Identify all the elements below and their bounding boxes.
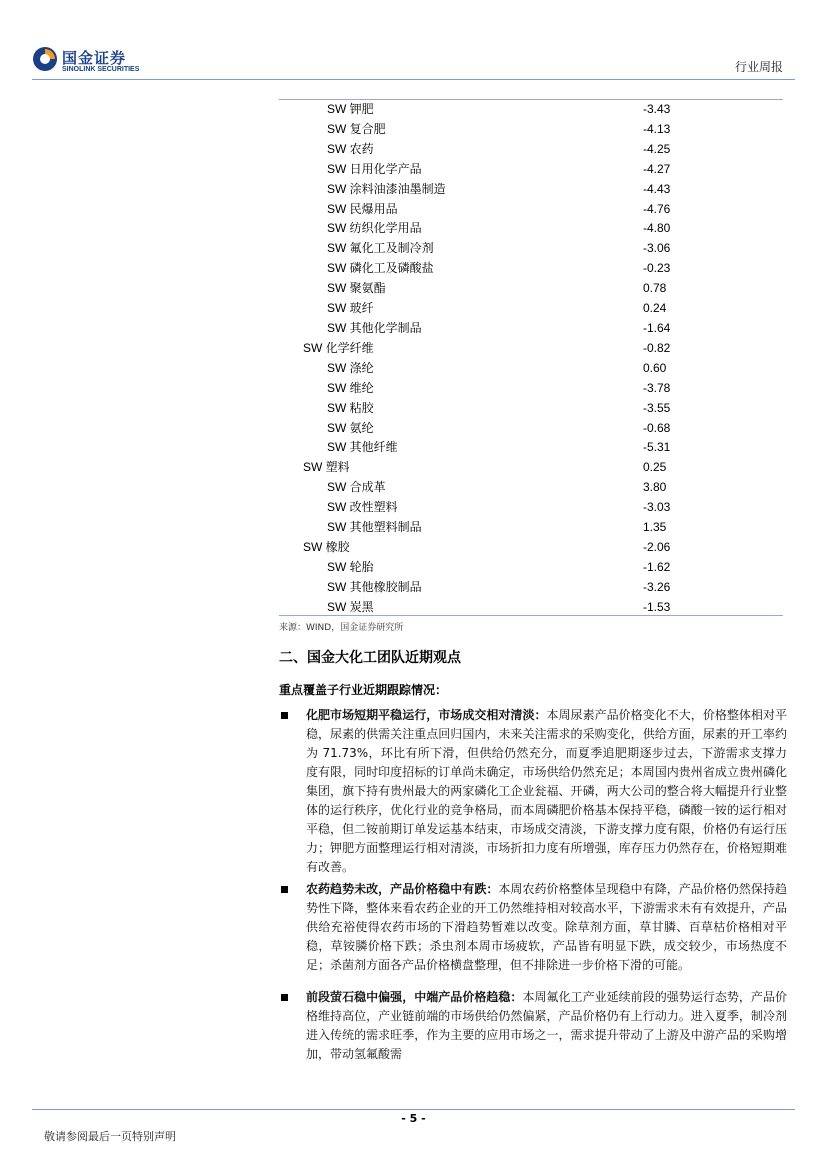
row-name: SW 其他纤维 [327,440,398,455]
table-bottom-rule [279,615,783,616]
row-value: -4.43 [643,181,671,196]
row-name: SW 其他橡胶制品 [327,579,422,594]
bullet-square-icon [281,712,288,719]
row-value: -3.43 [643,102,671,116]
row-value: -1.62 [643,559,671,574]
row-name: SW 塑料 [303,460,350,475]
table-row [279,379,783,399]
table-row [279,239,783,259]
table-row [279,160,783,180]
row-value: 1.35 [643,520,667,535]
disclaimer-note: 敬请参阅最后一页特别声明 [44,1130,176,1143]
row-name: SW 纺织化学用品 [327,221,422,236]
table-row [279,359,783,379]
row-value: -3.06 [643,241,671,256]
row-name: SW 化学纤维 [303,340,374,355]
table-row [279,538,783,558]
footer-divider [32,1109,795,1110]
row-value: -1.53 [643,599,671,614]
table-row [279,458,783,478]
row-name: SW 日用化学产品 [327,161,422,176]
row-name: SW 轮胎 [327,559,374,574]
bullet-lead: 化肥市场短期平稳运行，市场成交相对清淡： [306,708,547,722]
bullet-lead: 农药趋势未改，产品价格稳中有跌： [306,882,499,896]
bullet-lead: 前段萤石稳中偏强，中端产品价格趋稳： [306,990,523,1004]
row-value: 0.78 [643,281,667,296]
row-value: -4.80 [643,221,671,236]
table-row [279,478,783,498]
bullet-body: 本周农药价格整体呈现稳中有降，产品价格仍然保持趋势性下降，整体来看农药企业的开工仍然维持相对较高水平，下游需求未有有效提升，产品供给充裕使得农药市场的下滑趋势暂难以改变。除草剂方面，草甘膦、百草枯价格相对平稳，草铵膦价格下跌；杀虫剂本周市场疲软，产品皆有明显下跌，成交较少，市场热度不足；杀菌剂方面各产品价格横盘整理，但不排除进一步价格下滑的可能。 [306,882,787,972]
row-name: SW 炭黑 [327,599,374,614]
row-value: 0.24 [643,301,667,316]
row-value: 3.80 [643,480,667,495]
row-value: -2.06 [643,539,671,554]
row-name: SW 其他化学制品 [327,320,422,335]
table-row [279,100,783,120]
row-value: -4.27 [643,161,671,176]
row-name: SW 氟化工及制冷剂 [327,241,434,256]
bullet-square-icon [281,886,288,893]
row-name: SW 合成革 [327,480,386,495]
table-source: 来源：WIND，国金证券研究所 [279,623,404,633]
row-name: SW 磷化工及磷酸盐 [327,261,434,276]
table-row [279,140,783,160]
row-value: -4.13 [643,121,671,136]
row-name: SW 聚氨酯 [327,281,386,296]
bullet-pesticide [287,880,787,975]
row-name: SW 复合肥 [327,121,386,136]
table-row [279,219,783,239]
table-row [279,319,783,339]
row-name: SW 维纶 [327,380,374,395]
row-value: -3.26 [643,579,671,594]
table-row [279,578,783,598]
bullet-fertilizer [287,706,787,877]
table-row [279,518,783,538]
table-row [279,200,783,220]
table-row [279,498,783,518]
row-value: 0.25 [643,460,667,475]
row-name: SW 粘胶 [327,400,374,415]
logo-cn: 国金证券 [62,49,127,67]
table-row [279,438,783,458]
row-name: SW 钾肥 [327,102,374,116]
row-value: -0.68 [643,420,671,435]
table-row [279,399,783,419]
section-title: 二、国金大化工团队近期观点 [279,650,461,666]
row-value: -3.78 [643,380,671,395]
row-name: SW 其他塑料制品 [327,520,422,535]
table-row [279,558,783,578]
bullet-square-icon [281,994,288,1001]
page-number: - 5 - [401,1112,426,1125]
row-name: SW 民爆用品 [327,201,398,216]
row-name: SW 农药 [327,141,374,156]
table-row [279,120,783,140]
report-type: 行业周报 [734,60,783,74]
row-value: -0.23 [643,261,671,276]
table-row [279,339,783,359]
sector-change-table [279,100,783,618]
row-value: 0.60 [643,360,667,375]
table-row [279,180,783,200]
row-value: -3.03 [643,500,671,515]
row-name: SW 涤纶 [327,360,374,375]
header-divider [32,79,795,80]
row-name: SW 玻纤 [327,301,374,316]
table-row [279,279,783,299]
company-logo [32,46,152,78]
bullet-fluorine [287,988,787,1064]
row-name: SW 涂料油漆油墨制造 [327,181,446,196]
row-value: -4.25 [643,141,671,156]
table-row [279,299,783,319]
row-name: SW 橡胶 [303,539,350,554]
table-row [279,419,783,439]
row-value: -5.31 [643,440,671,455]
row-value: -0.82 [643,340,671,355]
row-name: SW 氨纶 [327,420,374,435]
subheading: 重点覆盖子行业近期跟踪情况： [279,683,448,697]
bullet-body: 本周氟化工产业延续前段的强势运行态势，产品价格维持高位，产业链前端的市场供给仍然偏紧，产品价格仍有上行动力。进入夏季，制冷剂进入传统的需求旺季，作为主要的应用市场之一，需求提升带动了上游及中游产品的采购增加，带动氢氟酸需 [306,990,787,1061]
row-value: -4.76 [643,201,671,216]
logo-en: SINOLINK SECURITIES [62,66,140,73]
row-value: -1.64 [643,320,671,335]
bullet-body: 本周尿素产品价格变化不大，价格整体相对平稳，尿素的供需关注重点回归国内，未来关注需求的采购变化，供给方面，尿素的开工率约为 71.73%，环比有所下滑，但供给仍然充分，而夏季追肥期逐步过去，下游需求支撑力度有限，同时印度招标的订单尚未确定，市场供给仍然充足；本周国内贵州省成立贵州磷化集团，旗下持有贵州最大的两家磷化工企业瓮福、开磷，两大公司的整合将大幅提升行业整体的运行秩序，优化行业的竞争格局，而本周磷肥价格基本保持平稳，磷酸一铵的运行相对平稳，但二铵前期订单发运基本结束，市场成交清淡，下游支撑力度有限，价格仍有运行压力；钾肥方面整理运行相对清淡，市场折扣力度有所增强，库存压力仍然存在，价格短期难有改善。 [306,708,787,874]
logo-mark-icon [32,46,58,72]
row-name: SW 改性塑料 [327,500,398,515]
table-row [279,259,783,279]
row-value: -3.55 [643,400,671,415]
